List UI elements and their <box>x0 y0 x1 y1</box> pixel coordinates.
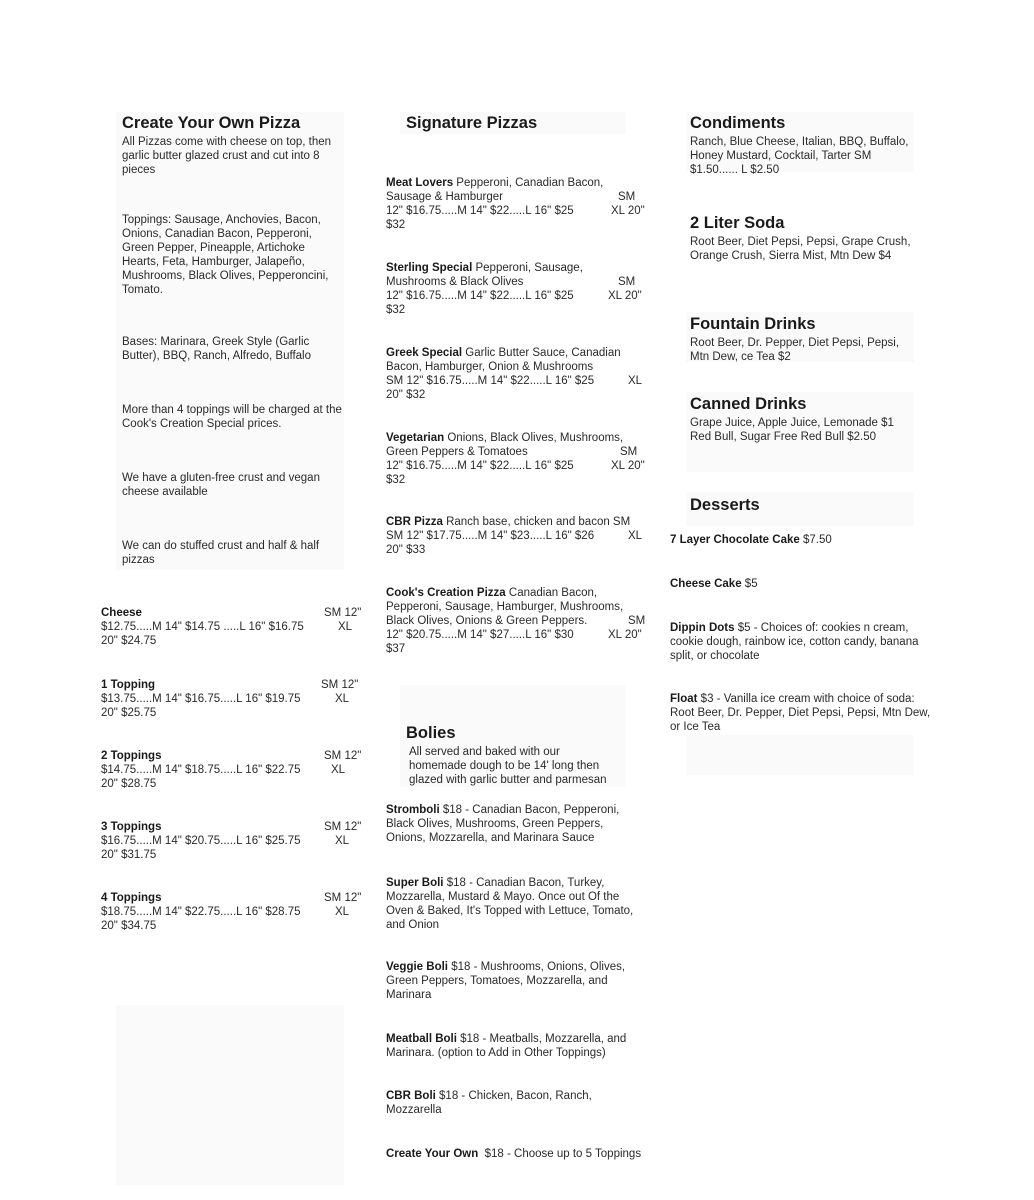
dessert-item-name: Float <box>670 693 698 705</box>
price-item-1-topping <box>101 678 365 720</box>
left-bottom-panel <box>116 1005 344 1185</box>
signature-item-desc: Pepperoni, Sausage, <box>472 262 583 274</box>
boli-item-cbr-boli <box>386 1089 616 1117</box>
price-item-name: 3 Toppings <box>101 821 162 833</box>
canned-section <box>690 395 914 444</box>
price-sm-label: SM 12" <box>324 821 362 833</box>
signature-item-name: Greek Special <box>386 347 463 359</box>
dessert-item-desc: $3 - Vanilla ice cream with choice of soda: Root Beer, Dr. Pepper, Diet Pepsi, Pepsi, Mtn Dew, or Ice Tea <box>670 693 931 733</box>
condiments-title: Condiments <box>690 114 786 132</box>
bases-text: Bases: Marinara, Greek Style (Garlic Butter), BBQ, Ranch, Alfredo, Buffalo <box>122 336 311 362</box>
price-item-name: 2 Toppings <box>101 750 162 762</box>
signature-price-line: 20" $33 <box>386 544 426 556</box>
signature-sm-label: SM <box>620 446 638 458</box>
stuffed-crust-note: We can do stuffed crust and half & half pizzas <box>122 540 320 566</box>
price-line: $16.75.....M 14" $20.75.....L 16" $25.75 <box>101 835 301 847</box>
signature-xl-label: XL <box>628 530 643 542</box>
dessert-item-chocolate-cake <box>670 533 930 547</box>
gluten-free-note: We have a gluten-free crust and vegan cheese available <box>122 472 320 498</box>
dessert-item-name: Dippin Dots <box>670 622 735 634</box>
boli-item-desc: $18 - Meatballs, Mozzarella, and Marinara. (option to Add in Other Toppings) <box>386 1033 627 1059</box>
signature-item-cooks-creation <box>386 586 648 656</box>
signature-item-desc: Bacon, Hamburger, Onion & Mushrooms <box>386 361 594 373</box>
dessert-item-name: 7 Layer Chocolate Cake <box>670 534 800 546</box>
dessert-item-desc: $5 - Choices of: cookies n cream, cookie dough, rainbow ice, cotton candy, banana split, or chocolate <box>670 622 919 662</box>
bolies-intro: All served and baked with our homemade dough to be 14' long then glazed with garlic butter and parmesan <box>409 746 607 786</box>
signature-item-name: Sterling Special <box>386 262 473 274</box>
signature-price-line: 12" $16.75.....M 14" $22.....L 16" $25 <box>386 460 574 472</box>
boli-item-name: Stromboli <box>386 804 440 816</box>
bolies-title: Bolies <box>406 724 456 742</box>
signature-sm-label: SM <box>618 191 636 203</box>
signature-sm-label: SM <box>618 276 636 288</box>
signature-xl-label: XL 20" <box>608 290 642 302</box>
signature-price-line: $37 <box>386 643 406 655</box>
condiments-section <box>690 114 914 177</box>
price-line: 20" $34.75 <box>101 920 157 932</box>
signature-item-name: Meat Lovers <box>386 177 454 189</box>
signature-item-desc: Pepperoni, Canadian Bacon, <box>453 177 604 189</box>
boli-item-veggie-boli <box>386 960 640 1002</box>
desserts-bottom-panel <box>686 735 914 775</box>
price-sm-label: SM 12" <box>324 607 362 619</box>
signature-xl-label: XL <box>628 375 643 387</box>
signature-item-cbr-pizza <box>386 515 648 557</box>
price-line: $12.75.....M 14" $14.75 .....L 16" $16.75 <box>101 621 304 633</box>
signature-item-name: Vegetarian <box>386 432 445 444</box>
signature-price-line: $32 <box>386 474 406 486</box>
boli-item-super-boli <box>386 876 644 932</box>
signature-item-greek-special <box>386 346 648 402</box>
price-line: 20" $31.75 <box>101 849 157 861</box>
signature-price-line: 12" $20.75.....M 14" $27.....L 16" $30 <box>386 629 574 641</box>
boli-item-desc: $18 - Chicken, Bacon, Ranch, Mozzarella <box>386 1090 592 1116</box>
soda-text: Root Beer, Diet Pepsi, Pepsi, Grape Crush, Orange Crush, Sierra Mist, Mtn Dew $4 <box>690 236 911 262</box>
signature-xl-label: XL 20" <box>611 460 645 472</box>
signature-item-desc: Black Olives, Onions & Green Peppers. <box>386 615 588 627</box>
fountain-section <box>690 315 914 364</box>
price-sm-label: SM 12" <box>321 679 359 691</box>
signature-price-line: 20" $32 <box>386 389 426 401</box>
price-sm-label: SM 12" <box>324 892 362 904</box>
canned-text: Grape Juice, Apple Juice, Lemonade $1 Red Bull, Sugar Free Red Bull $2.50 <box>690 417 894 443</box>
price-xl-label: XL <box>338 621 353 633</box>
fountain-text: Root Beer, Dr. Pepper, Diet Pepsi, Pepsi, Mtn Dew, ce Tea $2 <box>690 337 900 363</box>
price-item-cheese <box>101 606 365 648</box>
price-line: $13.75.....M 14" $16.75.....L 16" $19.75 <box>101 693 301 705</box>
boli-item-desc: $18 - Mushrooms, Onions, Olives, Green Peppers, Tomatoes, Mozzarella, and Marinara <box>386 961 626 1001</box>
create-your-own-intro: All Pizzas come with cheese on top, then garlic butter glazed crust and cut into 8 pieces <box>122 136 332 176</box>
signature-item-desc: Sausage & Hamburger <box>386 191 503 203</box>
price-item-2-toppings <box>101 749 365 791</box>
boli-item-name: CBR Boli <box>386 1090 436 1102</box>
signature-item-sterling-special <box>386 261 648 317</box>
signature-sm-label: SM <box>628 615 646 627</box>
boli-item-name: Meatball Boli <box>386 1033 457 1045</box>
price-item-name: 4 Toppings <box>101 892 162 904</box>
soda-section <box>690 214 922 263</box>
boli-item-name: Create Your Own <box>386 1148 479 1160</box>
signature-price-line: SM 12" $17.75.....M 14" $23.....L 16" $26 <box>386 530 595 542</box>
price-xl-label: XL <box>331 764 346 776</box>
soda-title: 2 Liter Soda <box>690 214 785 232</box>
signature-item-meat-lovers <box>386 176 648 232</box>
dessert-item-float <box>670 692 932 734</box>
signature-price-line: 12" $16.75.....M 14" $22.....L 16" $25 <box>386 205 574 217</box>
price-line: $14.75.....M 14" $18.75.....L 16" $22.75 <box>101 764 301 776</box>
fountain-title: Fountain Drinks <box>690 315 816 333</box>
dessert-item-dippin-dots <box>670 621 932 663</box>
signature-item-desc: Garlic Butter Sauce, Canadian <box>462 347 621 359</box>
signature-xl-label: XL 20" <box>611 205 645 217</box>
signature-price-line: 12" $16.75.....M 14" $22.....L 16" $25 <box>386 290 574 302</box>
price-line: 20" $24.75 <box>101 635 157 647</box>
signature-item-name: Cook's Creation Pizza <box>386 587 506 599</box>
boli-item-desc: $18 - Canadian Bacon, Turkey, Mozzarella, Mustard & Mayo. Once out Of the Oven & Baked, It's Topped with Lettuce, Tomato, and Onion <box>386 877 634 931</box>
price-xl-label: XL <box>335 906 350 918</box>
price-item-name: 1 Topping <box>101 679 156 691</box>
price-xl-label: XL <box>335 693 350 705</box>
toppings-text: Toppings: Sausage, Anchovies, Bacon, Onions, Canadian Bacon, Pepperoni, Green Pepper, Pineapple, Artichoke Hearts, Feta, Hamburger, Jalapeño, Mushrooms, Black Olives, Pepperoncini, Tomato. <box>122 214 329 296</box>
signature-item-desc: Canadian Bacon, <box>505 587 598 599</box>
signature-xl-label: XL 20" <box>608 629 642 641</box>
dessert-item-desc: $5 <box>741 578 758 590</box>
signature-item-name: CBR Pizza <box>386 516 443 528</box>
price-item-name: Cheese <box>101 607 142 619</box>
boli-item-stromboli <box>386 803 642 845</box>
signature-item-desc: Pepperoni, Sausage, Hamburger, Mushrooms, <box>386 601 624 613</box>
more-toppings-note: More than 4 toppings will be charged at the Cook's Creation Special prices. <box>122 404 342 430</box>
price-xl-label: XL <box>335 835 350 847</box>
desserts-title: Desserts <box>690 496 760 514</box>
boli-item-desc: $18 - Canadian Bacon, Pepperoni, Black Olives, Mushrooms, Green Peppers, Onions, Mozzarella, and Marinara Sauce <box>386 804 620 844</box>
signature-item-desc: Onions, Black Olives, Mushrooms, <box>444 432 624 444</box>
boli-item-meatball-boli <box>386 1032 642 1060</box>
price-item-3-toppings <box>101 820 365 862</box>
signature-pizzas-title: Signature Pizzas <box>406 114 538 132</box>
boli-item-create-your-own <box>386 1147 666 1161</box>
signature-item-vegetarian <box>386 431 648 487</box>
signature-item-desc: Green Peppers & Tomatoes <box>386 446 528 458</box>
create-your-own-title: Create Your Own Pizza <box>122 114 301 132</box>
boli-item-desc: $18 - Choose up to 5 Toppings <box>478 1148 642 1160</box>
boli-item-name: Super Boli <box>386 877 444 889</box>
condiments-text: Ranch, Blue Cheese, Italian, BBQ, Buffalo, Honey Mustard, Cocktail, Tarter SM $1.50...... L $2.50 <box>690 136 909 176</box>
dessert-item-name: Cheese Cake <box>670 578 742 590</box>
signature-item-desc: Ranch base, chicken and bacon SM <box>442 516 631 528</box>
boli-item-name: Veggie Boli <box>386 961 448 973</box>
signature-item-desc: Mushrooms & Black Olives <box>386 276 524 288</box>
price-line: 20" $25.75 <box>101 707 157 719</box>
price-line: 20" $28.75 <box>101 778 157 790</box>
canned-title: Canned Drinks <box>690 395 807 413</box>
signature-price-line: $32 <box>386 304 406 316</box>
create-your-own-section <box>122 114 344 177</box>
dessert-item-cheese-cake <box>670 577 930 591</box>
bolies-section <box>406 724 618 787</box>
price-line: $18.75.....M 14" $22.75.....L 16" $28.75 <box>101 906 301 918</box>
dessert-item-desc: $7.50 <box>799 534 832 546</box>
signature-price-line: SM 12" $16.75.....M 14" $22.....L 16" $25 <box>386 375 595 387</box>
signature-price-line: $32 <box>386 219 406 231</box>
price-sm-label: SM 12" <box>324 750 362 762</box>
price-item-4-toppings <box>101 891 365 933</box>
